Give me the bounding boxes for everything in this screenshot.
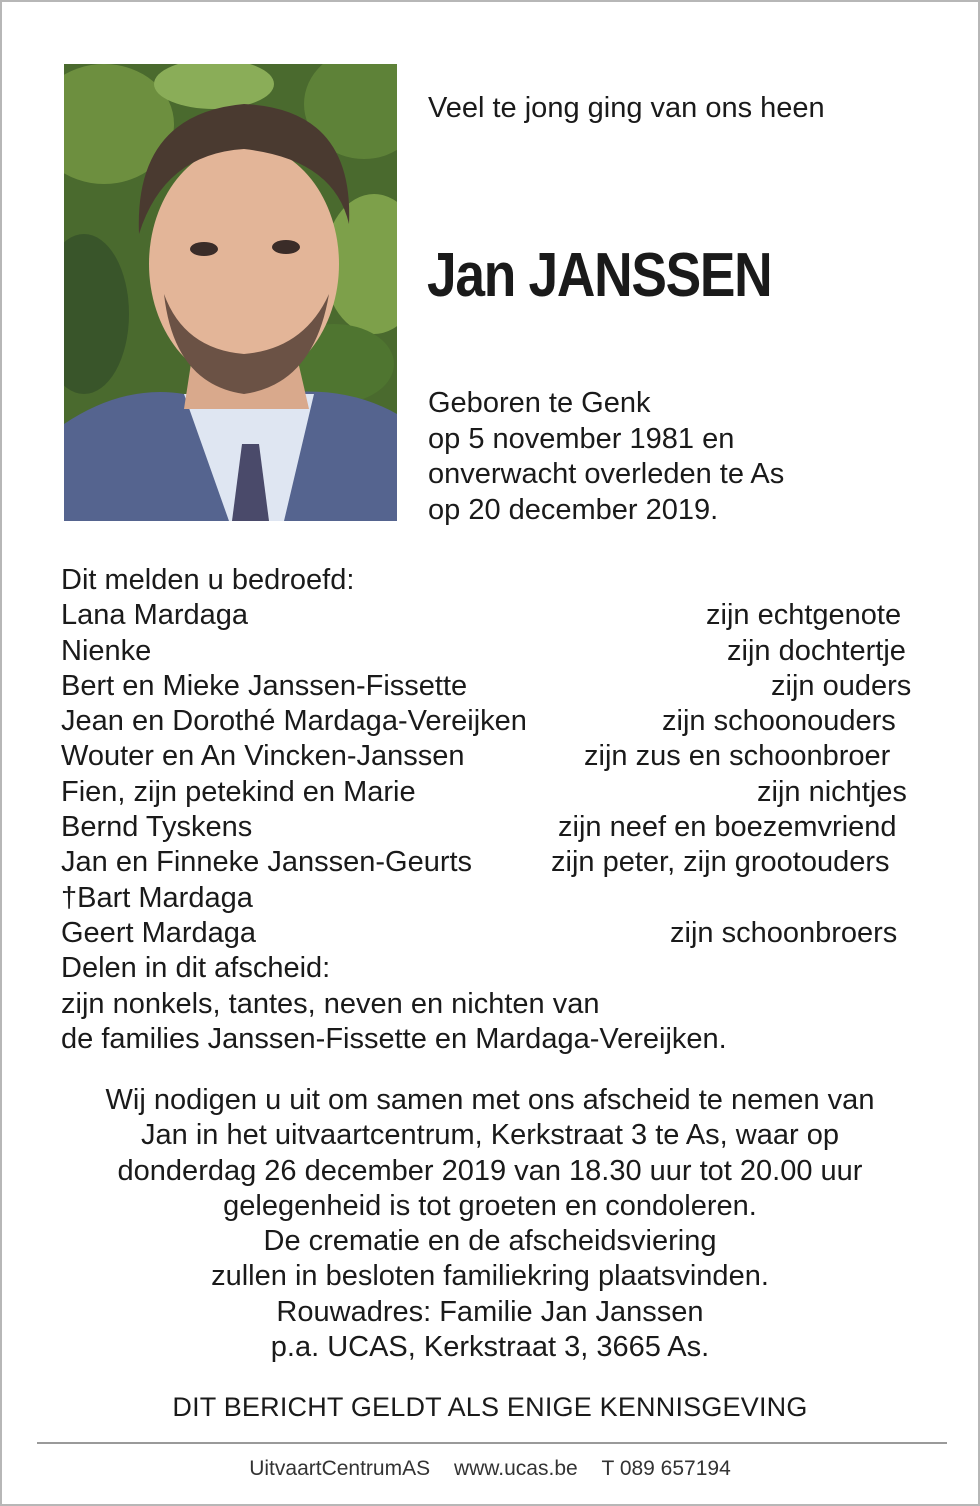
invitation-line: Jan in het uitvaartcentrum, Kerkstraat 3 te As, waar op — [141, 1119, 839, 1152]
birth-line: Geboren te Genk — [428, 387, 651, 419]
intro-text: Veel te jong ging van ons heen — [428, 92, 825, 124]
family-line — [61, 951, 923, 986]
birth-line: onverwacht overleden te As — [428, 458, 785, 490]
footer-divider — [37, 1442, 947, 1444]
mourner-relation: zijn peter, zijn grootouders — [551, 846, 890, 879]
mourner-row — [61, 881, 923, 916]
mourner-relation: zijn neef en boezemvriend — [558, 811, 897, 844]
mourner-row — [61, 810, 923, 845]
deceased-name: Jan JANSSEN — [427, 241, 772, 310]
invitation-line: Rouwadres: Familie Jan Janssen — [276, 1295, 704, 1328]
mourner-row — [61, 669, 923, 704]
footer — [42, 1454, 938, 1484]
mourner-name: †Bart Mardaga — [61, 881, 253, 914]
mourner-relation: zijn ouders — [771, 669, 912, 702]
mourner-row — [61, 598, 923, 633]
mourner-row — [61, 845, 923, 880]
mourner-name: Fien, zijn petekind en Marie — [61, 775, 416, 808]
invitation-line: p.a. UCAS, Kerkstraat 3, 3665 As. — [270, 1331, 710, 1364]
family-line-text: Delen in dit afscheid: — [61, 952, 331, 985]
invitation-line: zullen in besloten familiekring plaatsvinden. — [211, 1260, 769, 1293]
mourner-row — [61, 634, 923, 669]
family-line — [61, 1022, 923, 1057]
mourners-list — [61, 563, 923, 1057]
mourners-heading — [61, 563, 923, 598]
mourner-relation: zijn nichtjes — [757, 775, 907, 808]
invitation-line: gelegenheid is tot groeten en condoleren. — [223, 1189, 757, 1222]
official-notice: DIT BERICHT GELDT ALS ENIGE KENNISGEVING — [172, 1392, 808, 1422]
mourner-row — [61, 775, 923, 810]
mourner-relation: zijn schoonouders — [662, 705, 896, 738]
mourner-name: Lana Mardaga — [61, 599, 249, 632]
footer-website[interactable]: www.ucas.be — [453, 1457, 578, 1480]
mourner-relation: zijn schoonbroers — [670, 916, 898, 949]
family-line — [61, 987, 923, 1022]
mourner-row — [61, 916, 923, 951]
mourner-row — [61, 704, 923, 739]
family-line-text: de families Janssen-Fissette en Mardaga-Vereijken. — [61, 1022, 727, 1055]
invitation-line: donderdag 26 december 2019 van 18.30 uur tot 20.00 uur — [117, 1154, 863, 1187]
footer-phone: T 089 657194 — [601, 1457, 731, 1480]
mourner-relation: zijn zus en schoonbroer — [584, 740, 891, 773]
invitation-line: Wij nodigen u uit om samen met ons afscheid te nemen van — [105, 1084, 875, 1116]
invitation-text — [42, 1083, 938, 1365]
mourner-name: Bert en Mieke Janssen-Fissette — [61, 669, 468, 702]
mourner-relation: zijn dochtertje — [727, 634, 906, 667]
birth-death-info — [428, 386, 784, 528]
mourner-name: Nienke — [61, 634, 152, 667]
mourner-name: Bernd Tyskens — [61, 811, 253, 844]
birth-line: op 20 december 2019. — [428, 493, 719, 526]
birth-line: op 5 november 1981 en — [428, 422, 735, 455]
portrait-photo — [64, 64, 397, 521]
family-line-text: zijn nonkels, tantes, neven en nichten van — [61, 987, 600, 1020]
mourners-heading-text: Dit melden u bedroefd: — [61, 564, 355, 596]
invitation-line: De crematie en de afscheidsviering — [263, 1225, 717, 1258]
mourner-row — [61, 739, 923, 774]
mourner-relation: zijn echtgenote — [706, 599, 902, 632]
mourner-name: Geert Mardaga — [61, 916, 257, 949]
footer-company: UitvaartCentrumAS — [249, 1457, 431, 1480]
mourner-name: Jean en Dorothé Mardaga-Vereijken — [61, 705, 527, 738]
mourner-name: Jan en Finneke Janssen-Geurts — [61, 846, 473, 879]
mourner-name: Wouter en An Vincken-Janssen — [61, 740, 465, 773]
